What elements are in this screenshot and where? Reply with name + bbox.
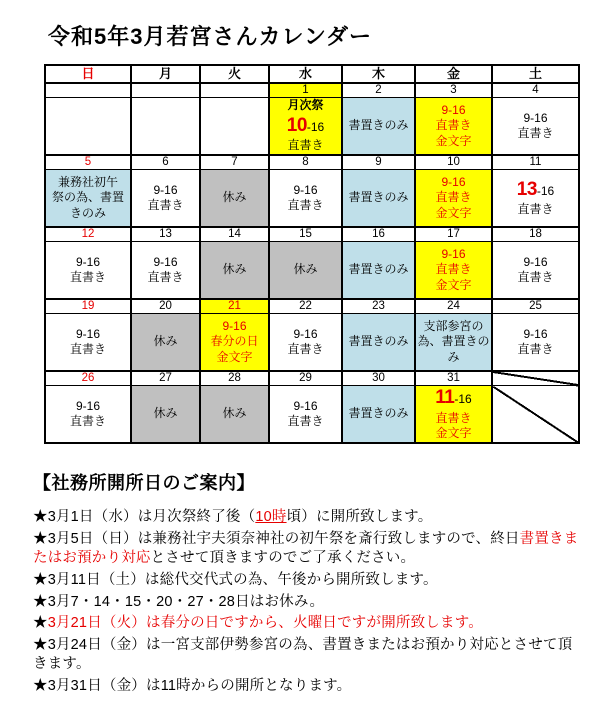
day-content-cell: [45, 314, 131, 372]
day-content-line: [132, 198, 199, 213]
page-title: 令和5年3月若宮さんカレンダー: [48, 24, 373, 49]
text-segment: ★3月11日（土）は総代交代式の為、午後から開所致します。: [33, 571, 438, 588]
day-content-cell: [492, 170, 579, 228]
text-segment: 兼務社初午: [57, 174, 118, 189]
day-content-cell: [131, 98, 200, 156]
text-segment: 金文字: [435, 133, 472, 148]
day-content-line: [46, 270, 130, 285]
day-content-row: [45, 242, 579, 300]
day-content-line: [416, 350, 491, 365]
day-number: 5: [84, 156, 92, 168]
day-content-line: [493, 178, 578, 202]
text-segment: 書置きまたはお預かり対応: [33, 530, 579, 567]
text-segment: 9-16: [441, 102, 466, 117]
day-content-line: [201, 334, 268, 349]
day-content-row: [45, 386, 579, 444]
day-number-row: [45, 299, 579, 314]
day-content-cell: [415, 386, 492, 444]
day-content-cell: [131, 242, 200, 300]
day-content-cell: [492, 98, 579, 156]
day-content-line: [132, 183, 199, 198]
day-content-line: [201, 190, 268, 205]
day-number-cell: [342, 371, 415, 386]
day-content-cell: [492, 242, 579, 300]
day-of-week-header: 土: [492, 65, 579, 83]
text-segment: 9-16: [75, 326, 101, 341]
day-content-cell: [45, 242, 131, 300]
day-content-line: [270, 342, 341, 357]
day-content-line: [46, 206, 130, 221]
text-segment: 休み: [153, 406, 178, 421]
text-segment: 直書き: [287, 138, 324, 153]
day-number-cell: [342, 83, 415, 98]
day-of-week-header: 日: [45, 65, 131, 83]
day-content-row: [45, 314, 579, 372]
day-number-row: [45, 371, 579, 386]
day-number-cell: [415, 371, 492, 386]
day-content-line: [132, 255, 199, 270]
text-segment: ★: [33, 615, 48, 632]
day-number: 29: [299, 372, 312, 384]
day-content-cell: [492, 314, 579, 372]
text-segment: 直書き: [147, 198, 184, 212]
text-segment: 9-16: [75, 398, 101, 413]
notice-line: [33, 593, 581, 612]
text-segment: 支部参宮の: [423, 318, 484, 333]
day-content-cell: [342, 242, 415, 300]
day-of-week-header: 火: [200, 65, 269, 83]
text-segment: 為、書置きの: [417, 334, 490, 349]
day-content-cell: [131, 170, 200, 228]
day-number: 20: [159, 300, 172, 312]
day-number-cell: [45, 371, 131, 386]
text-segment: 直書き: [435, 190, 472, 205]
day-number: 10: [447, 156, 460, 168]
text-segment: 書置きのみ: [348, 406, 409, 421]
day-number: 27: [159, 372, 172, 384]
text-segment: 9-16: [523, 326, 548, 341]
day-number-cell: [492, 371, 579, 386]
text-segment: 直書き: [517, 270, 554, 284]
day-content-line: [270, 198, 341, 213]
notice-section: [33, 469, 581, 697]
day-number-cell: [200, 83, 269, 98]
day-number: 9: [375, 156, 382, 168]
day-of-week-header: 月: [131, 65, 200, 83]
calendar-table: [44, 64, 580, 444]
day-content-line: [493, 126, 578, 141]
day-content-line: [46, 399, 130, 414]
day-number: 15: [299, 228, 312, 240]
day-content-line: [343, 262, 414, 277]
day-content-line: [416, 103, 491, 118]
text-segment: 休み: [222, 262, 247, 277]
notice-lines: [33, 508, 581, 697]
day-content-cell: [415, 242, 492, 300]
day-number-cell: [200, 299, 269, 314]
text-segment: 直書き: [435, 118, 472, 133]
text-segment: 書置きのみ: [348, 262, 409, 277]
text-segment: み: [447, 349, 460, 364]
text-segment: 金文字: [435, 277, 472, 292]
day-content-cell: [269, 98, 342, 156]
day-content-line: [416, 411, 491, 426]
day-number-cell: [269, 83, 342, 98]
day-number-cell: [131, 371, 200, 386]
day-number-cell: [45, 155, 131, 170]
day-content-cell: [342, 386, 415, 444]
day-number: 4: [532, 84, 539, 96]
day-content-line: [416, 386, 491, 410]
text-segment: ★3月31日（金）は11時からの開所となります。: [33, 678, 352, 695]
text-segment: 休み: [222, 190, 247, 205]
day-of-week-header: 水: [269, 65, 342, 83]
day-number-row: [45, 227, 579, 242]
notice-line: [33, 530, 581, 569]
day-number-row: [45, 155, 579, 170]
day-number: 25: [529, 300, 542, 312]
day-number-cell: [269, 299, 342, 314]
day-content-line: [132, 406, 199, 421]
day-content-line: [270, 327, 341, 342]
day-number-cell: [131, 83, 200, 98]
text-segment: 直書き: [517, 342, 554, 356]
day-number: 23: [372, 300, 385, 312]
notice-line: [33, 636, 581, 675]
day-number-cell: [45, 83, 131, 98]
day-content-cell: [269, 170, 342, 228]
text-segment: 書置きのみ: [348, 190, 409, 205]
day-content-line: [493, 342, 578, 357]
day-number-cell: [269, 371, 342, 386]
text-segment: 9-16: [523, 110, 548, 125]
day-content-cell: [200, 314, 269, 372]
day-content-line: [416, 426, 491, 441]
day-number: 1: [302, 84, 309, 96]
day-content-line: [493, 255, 578, 270]
text-segment: -16: [536, 184, 555, 199]
day-number-cell: [45, 227, 131, 242]
text-segment: 休み: [222, 406, 247, 421]
day-content-cell: [415, 170, 492, 228]
day-number: 2: [375, 84, 382, 96]
day-content-line: [416, 206, 491, 221]
day-content-line: [132, 270, 199, 285]
day-number-cell: [131, 227, 200, 242]
day-number: 17: [447, 228, 460, 240]
day-number-cell: [492, 155, 579, 170]
day-content-cell: [269, 386, 342, 444]
day-content-line: [416, 319, 491, 334]
day-number-cell: [200, 155, 269, 170]
text-segment: 休み: [153, 334, 178, 349]
day-number: 26: [81, 372, 95, 384]
day-content-cell: [200, 242, 269, 300]
text-segment: 9-16: [293, 398, 318, 413]
day-number-cell: [342, 155, 415, 170]
day-content-line: [46, 327, 130, 342]
text-segment: 金文字: [216, 349, 253, 364]
day-content-line: [416, 190, 491, 205]
text-segment: 9-16: [523, 254, 548, 269]
day-content-line: [343, 190, 414, 205]
day-number-cell: [269, 227, 342, 242]
day-content-line: [343, 406, 414, 421]
text-segment: 10: [286, 114, 307, 136]
day-number-cell: [415, 83, 492, 98]
text-segment: -16: [306, 119, 325, 134]
day-of-week-header: 木: [342, 65, 415, 83]
day-number-cell: [342, 299, 415, 314]
day-content-line: [416, 262, 491, 277]
text-segment: 金文字: [435, 426, 472, 441]
day-content-cell: [342, 170, 415, 228]
day-number: 28: [228, 372, 241, 384]
text-segment: 直書き: [69, 414, 106, 428]
notice-heading: 【社務所開所日のご案内】: [33, 473, 255, 493]
text-segment: 直書き: [69, 342, 106, 356]
text-segment: 9-16: [153, 254, 178, 269]
day-content-cell: [45, 98, 131, 156]
text-segment: 9-16: [293, 182, 318, 197]
day-content-line: [416, 334, 491, 349]
day-content-cell: [415, 314, 492, 372]
day-content-line: [416, 118, 491, 133]
day-content-line: [132, 334, 199, 349]
day-number-cell: [415, 155, 492, 170]
day-content-cell: [415, 98, 492, 156]
day-number: 7: [231, 156, 238, 168]
day-content-cell: [131, 386, 200, 444]
text-segment: 9-16: [441, 246, 466, 261]
day-number: 6: [162, 156, 169, 168]
day-content-line: [493, 111, 578, 126]
notice-line: [33, 677, 581, 696]
day-content-cell: [342, 98, 415, 156]
text-segment: 直書き: [147, 270, 184, 284]
day-number-cell: [131, 299, 200, 314]
day-content-line: [493, 270, 578, 285]
day-content-line: [201, 319, 268, 334]
day-content-line: [46, 342, 130, 357]
text-segment: 直書き: [287, 414, 324, 428]
day-content-line: [201, 350, 268, 365]
text-segment: きのみ: [69, 205, 106, 220]
day-number-cell: [131, 155, 200, 170]
day-number-cell: [342, 227, 415, 242]
day-content-row: [45, 98, 579, 156]
text-segment: ★3月7・14・15・20・27・28日はお休み。: [33, 593, 325, 610]
day-number-cell: [492, 83, 579, 98]
text-segment: 13: [516, 179, 537, 201]
text-segment: -16: [454, 392, 472, 407]
day-number-cell: [492, 299, 579, 314]
text-segment: 春分の日: [210, 334, 259, 349]
day-content-line: [46, 414, 130, 429]
notice-line: [33, 614, 581, 633]
text-segment: 9-16: [222, 318, 247, 333]
text-segment: 直書き: [517, 202, 554, 217]
text-segment: 直書き: [435, 262, 472, 277]
text-segment: 3月21日（火）は春分の日ですから、火曜日ですが開所致します。: [47, 615, 483, 632]
text-segment: 直書き: [287, 342, 324, 356]
day-content-line: [270, 414, 341, 429]
text-segment: 金文字: [435, 205, 472, 220]
text-segment: ★3月24日（金）は一宮支部伊勢参宮の為、書置きまたはお預かり対応とさせて頂きます。: [33, 637, 573, 673]
day-content-line: [270, 399, 341, 414]
text-segment: 10時: [255, 509, 287, 525]
text-segment: 9-16: [293, 326, 318, 341]
day-number-cell: [492, 227, 579, 242]
day-content-line: [270, 138, 341, 153]
day-content-cell: [200, 386, 269, 444]
day-number-cell: [200, 371, 269, 386]
day-number: 3: [450, 84, 457, 96]
day-content-cell: [45, 386, 131, 444]
day-content-cell: [200, 98, 269, 156]
text-segment: ★3月1日（水）は月次祭終了後（: [33, 509, 256, 525]
text-segment: 直書き: [435, 410, 472, 425]
day-content-line: [270, 114, 341, 138]
day-content-cell: [269, 314, 342, 372]
day-content-line: [493, 327, 578, 342]
day-content-line: [46, 255, 130, 270]
day-number-row: [45, 83, 579, 98]
day-content-line: [201, 262, 268, 277]
text-segment: 9-16: [441, 174, 466, 189]
day-content-row: [45, 170, 579, 228]
day-content-line: [46, 190, 130, 205]
text-segment: 祭の為、書置: [51, 190, 124, 205]
day-content-line: [343, 118, 414, 133]
notice-line: [33, 571, 581, 590]
day-content-line: [493, 202, 578, 217]
day-number-cell: [269, 155, 342, 170]
day-of-week-header-row: [45, 65, 579, 83]
notice-line: [33, 508, 581, 527]
text-segment: 9-16: [153, 182, 178, 197]
day-number-cell: [415, 227, 492, 242]
text-segment: 月次祭: [287, 98, 324, 113]
day-number: 14: [228, 228, 241, 240]
day-number: 12: [81, 228, 95, 240]
day-content-line: [270, 183, 341, 198]
day-number: 24: [447, 300, 460, 312]
text-segment: 頃）に開所致します。: [286, 509, 433, 525]
day-content-line: [343, 334, 414, 349]
text-segment: 休み: [293, 262, 318, 277]
day-content-line: [46, 175, 130, 190]
day-number: 30: [372, 372, 385, 384]
day-content-line: [416, 134, 491, 149]
day-number-cell: [200, 227, 269, 242]
day-number: 11: [529, 156, 542, 168]
day-content-cell: [200, 170, 269, 228]
day-number-cell: [415, 299, 492, 314]
day-number: 31: [447, 372, 460, 384]
text-segment: とさせて頂きますのでご了承ください。: [150, 550, 416, 567]
day-number: 19: [81, 300, 95, 312]
text-segment: ★3月5日（日）は兼務社宇夫須奈神社の初午祭を斎行致しますので、終日: [33, 530, 520, 547]
day-number: 16: [372, 228, 385, 240]
text-segment: 直書き: [287, 198, 324, 212]
text-segment: 11: [435, 387, 455, 409]
text-segment: 9-16: [75, 254, 101, 269]
day-number-cell: [45, 299, 131, 314]
day-content-cell: [492, 386, 579, 444]
day-of-week-header: 金: [415, 65, 492, 83]
text-segment: 直書き: [517, 126, 554, 140]
text-segment: 直書き: [69, 270, 106, 284]
day-number: 8: [302, 156, 309, 168]
day-content-line: [201, 406, 268, 421]
day-content-cell: [269, 242, 342, 300]
day-number: 21: [228, 300, 241, 312]
day-content-line: [416, 247, 491, 262]
day-number: 13: [159, 228, 172, 240]
day-content-line: [416, 278, 491, 293]
day-content-line: [270, 98, 341, 113]
day-content-cell: [342, 314, 415, 372]
day-number: 18: [529, 228, 542, 240]
day-content-cell: [45, 170, 131, 228]
day-content-cell: [131, 314, 200, 372]
text-segment: 書置きのみ: [348, 118, 409, 133]
day-content-line: [270, 262, 341, 277]
text-segment: 書置きのみ: [348, 334, 409, 349]
day-number: 22: [299, 300, 312, 312]
day-content-line: [416, 175, 491, 190]
